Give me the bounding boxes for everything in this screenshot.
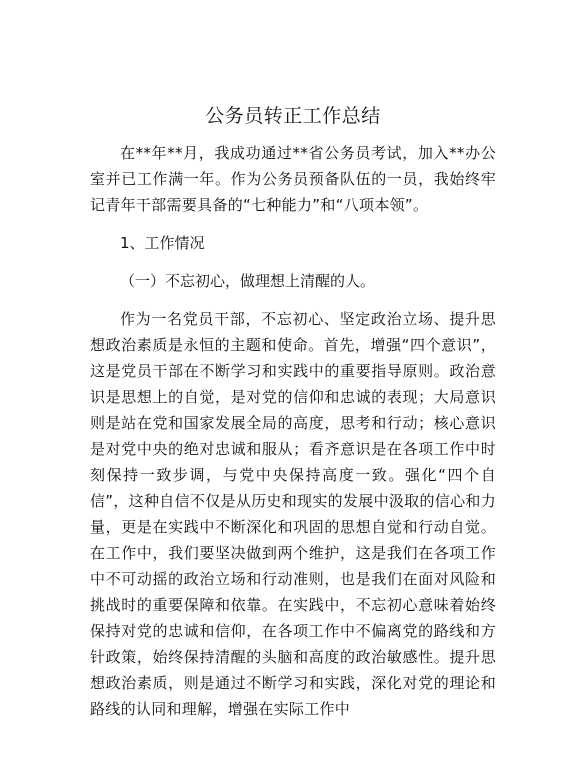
- section-heading: 1、工作情况: [120, 234, 205, 252]
- spacer: [90, 294, 496, 306]
- body-paragraph: 作为一名党员干部，不忘初心、坚定政治立场、提升思想政治素质是永恒的主题和使命。首先，增强“四个意识”，这是党员干部在不断学习和实践中的重要指导原则。政治意识是思想上的自觉，是对党的信仰和忠诚的表现；大局意识则是站在党和国家发展全局的高度，思考和行动；核心意识是对党中央的绝对忠诚和服从；看齐意识是在各项工作中时刻保持一致步调，与党中央保持高度一致。强化“四个自信”，这种自信不仅是从历史和现实的发展中汲取的信心和力量，更是在实践中不断深化和巩固的思想自觉和行动自觉。在工作中，我们要坚决做到两个维护，这是我们在各项工作中不可动摇的政治立场和行动准则，也是我们在面对风险和挑战时的重要保障和依靠。在实践中，不忘初心意味着始终保持对党的忠诚和信仰，在各项工作中不偏离党的路线和方针政策，始终保持清醒的头脑和高度的政治敏感性。提升思想政治素质，则是通过不断学习和实践，深化对党的理论和路线的认同和理解，增强在实际工作中: [90, 310, 496, 718]
- document-body: [90, 140, 496, 722]
- intro-paragraph: 在**年**月，我成功通过**省公务员考试，加入**办公室并已工作满一年。作为公务员预备队伍的一员，我始终牢记青年干部需要具备的“七种能力”和“八项本领”。: [90, 144, 496, 214]
- subsection-heading: （一）不忘初心，做理想上清醒的人。: [120, 272, 376, 290]
- spacer: [90, 256, 496, 268]
- spacer: [90, 218, 496, 230]
- document-title: 公务员转正工作总结: [205, 105, 381, 127]
